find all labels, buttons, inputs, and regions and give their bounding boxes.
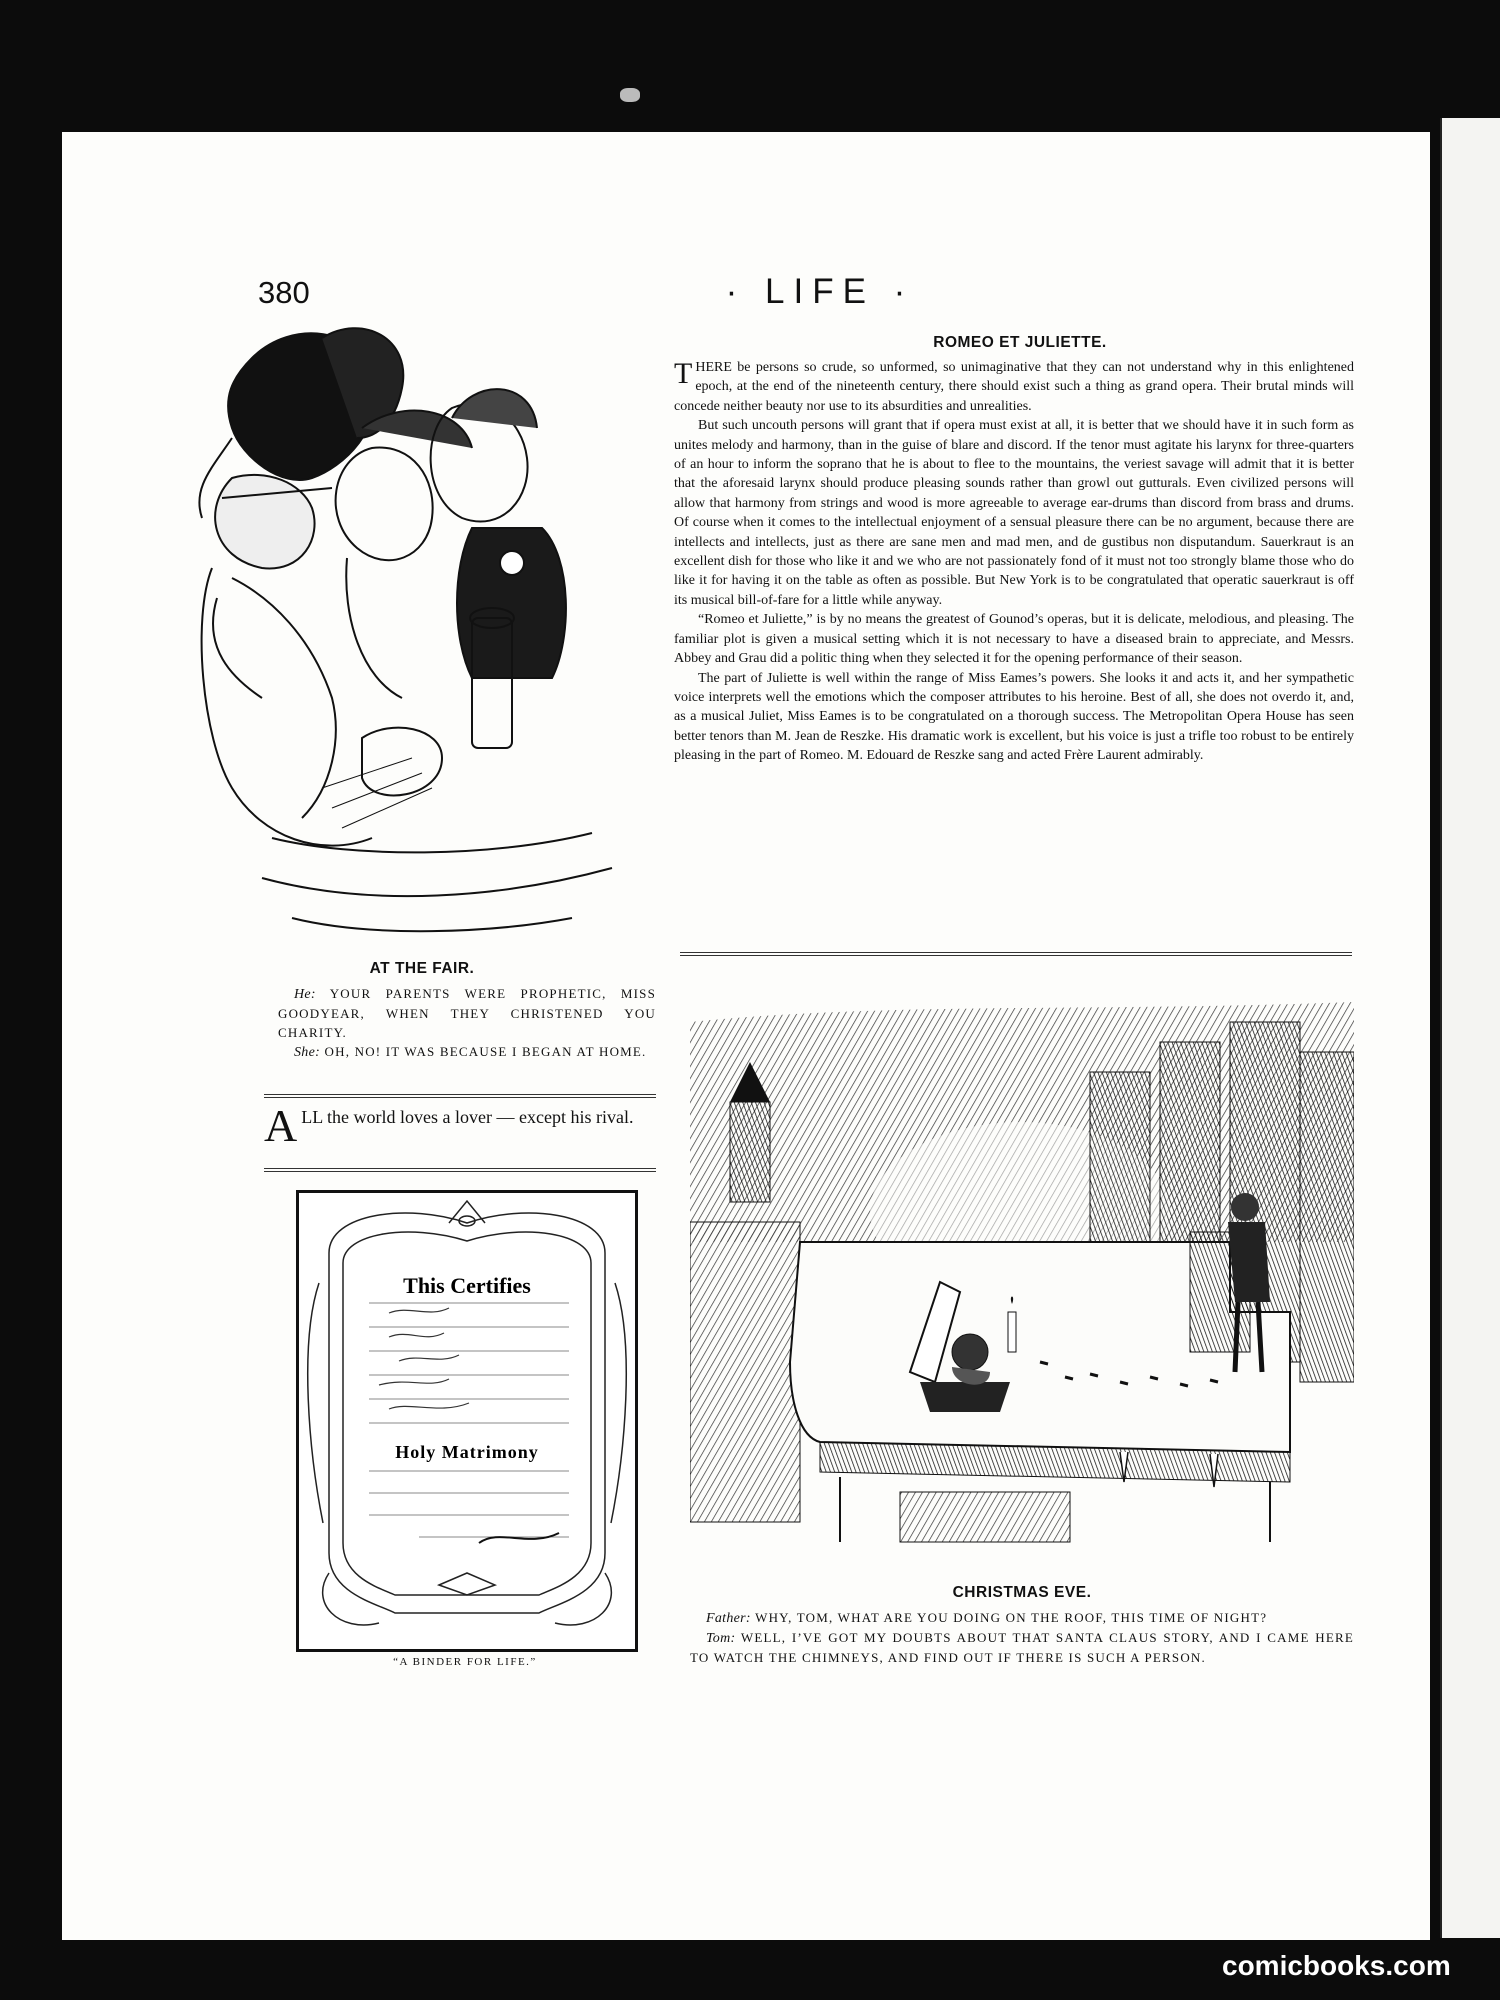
lover-quip: ALL the world loves a lover — except his rival. [264, 1100, 634, 1151]
christmas-illustration [690, 982, 1354, 1578]
speaker: Tom: [706, 1631, 736, 1646]
certificate-heading: This Certifies [403, 1273, 531, 1298]
speaker: He: [294, 987, 316, 1002]
dialogue-line: She: OH, NO! IT WAS BECAUSE I BEGAN AT HOME. [294, 1044, 647, 1060]
article-paragraph: The part of Juliette is well within the range of Miss Eames’s powers. She looks it and acts it, and her sympathetic voice interprets well the emotions which the composer attributes to his heroine. Best of all, she does not overdo it, and, as a musical Juliet, Miss Eames is to be congratulated on a thorough success. The Metropolitan Opera House has seen better tenors than M. Jean de Reszke. His dramatic work is excellent, but his voice is just a trifle too robust to be entirely pleasing in the part of Romeo. M. Edouard de Reszke sang and acted Frère Laurent admirably. [674, 670, 1354, 764]
fair-caption-title: AT THE FAIR. [369, 960, 475, 977]
dialogue-line: Father: WHY, TOM, WHAT ARE YOU DOING ON THE ROOF, THIS TIME OF NIGHT? [706, 1610, 1268, 1626]
marriage-certificate [296, 1190, 638, 1652]
article-paragraph: But such uncouth persons will grant that if opera must exist at all, it is better that we should have it in such form as unites melody and harmony, than in the guise of blare and discord. If the tenor must agitate his larynx for three-quarters of an hour to inform the soprano that he is about to flee to the mountains, the veriest savage will admit that it is better that the aforesaid larynx should produce pleasing sounds rather than growl out gutturals. Even civilized persons will allow that harmony from strings and wood is more agreeable to average ear-drums than discord from brass and drums. Of course when it comes to the intellectual enjoyment of a sensual pleasure there can be no argument, because there are intellects and intellects, just as there are sane men and mad men, and de gustibus non disputandum. Sauerkraut is an excellent dish for those who like it and we who are not passionately fond of it must not too strongly blame those who do like it for having it on the table as often as possible. But New York is to be congratulated that operatic sauerkraut is off its musical bill-of-fare for a little while anyway. [674, 418, 1354, 608]
fair-divider [264, 1094, 656, 1098]
dialogue-line: Tom: WELL, I’VE GOT MY DOUBTS ABOUT THAT SANTA CLAUS STORY, AND I CAME HERE TO WATCH THE CHIMNEYS, AND FIND OUT IF THERE IS SUCH A PERSON. [690, 1630, 1355, 1665]
page-number: 380 [258, 275, 310, 310]
magazine-title: · LIFE · [725, 272, 915, 311]
quip-divider [264, 1168, 656, 1172]
article-paragraph: “Romeo et Juliette,” is by no means the greatest of Gounod’s operas, but it is delicate, melodious, and pleasing. The familiar plot is given a musical setting which it is not necessary to have a diseased brain to appreciate, and Messrs. Abbey and Grau did a politic thing when they selected it for the opening performance of their season. [674, 612, 1354, 667]
speaker: Father: [706, 1611, 751, 1626]
article-body [674, 358, 1354, 766]
christmas-caption-title: CHRISTMAS EVE. [952, 1584, 1092, 1601]
quip-initial: A [264, 1100, 298, 1151]
christmas-dialogue [690, 1608, 1354, 1667]
fair-dialogue [278, 984, 656, 1062]
binder-caption: “A BINDER FOR LIFE.” [393, 1656, 537, 1668]
fair-illustration [172, 318, 672, 950]
article-divider [680, 952, 1352, 956]
article-paragraph: THERE be persons so crude, so unformed, so unimaginative that they can not understand why in this enlightened epoch, at the end of the nineteenth century, there should exist such a thing as grand opera. Their brutal minds will concede neither beauty nor use to its absurdities and unrealities. [674, 357, 1354, 414]
dialogue-line: He: YOUR PARENTS WERE PROPHETIC, MISS GOODYEAR, WHEN THEY CHRISTENED YOU CHARITY. [278, 986, 656, 1040]
certificate-matrimony: Holy Matrimony [395, 1442, 539, 1462]
next-page-edge [1440, 118, 1500, 1938]
drop-cap: T [674, 357, 693, 390]
speaker: She: [294, 1045, 321, 1060]
site-watermark: comicbooks.com [1222, 1950, 1451, 1981]
scan-speck [620, 88, 640, 102]
article-title: ROMEO ET JULIETTE. [933, 334, 1107, 351]
